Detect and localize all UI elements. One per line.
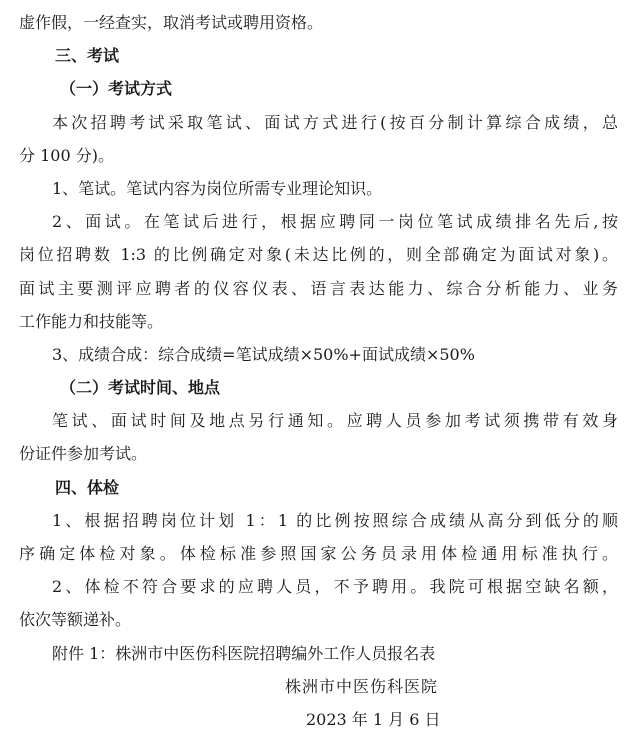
signature-date: 2023 年 1 月 6 日 [306,709,441,729]
section-heading-exam: 三、考试 [55,46,120,66]
paragraph-line: 岗位招聘数 1:3 的比例确定对象(未达比例的，则全部确定为面试对象)。 [19,245,618,265]
subheading-exam-time-place: （二）考试时间、地点 [60,378,221,398]
signature-organization: 株洲市中医伤科医院 [285,676,439,696]
paragraph-line: 序确定体检对象。体检标准参照国家公务员录用体检通用标准执行。 [19,544,618,563]
section-heading-physical-exam: 四、体检 [55,477,120,497]
paragraph-line: 3、成绩合成：综合成绩=笔试成绩×50%+面试成绩×50% [52,344,475,364]
attachment-line: 附件 1：株洲市中医伤科医院招聘编外工作人员报名表 [52,643,436,663]
paragraph-line: 份证件参加考试。 [19,444,148,464]
paragraph-line: 笔试、面试时间及地点另行通知。应聘人员参加考试须携带有效身 [52,411,618,431]
paragraph-line: 1、根据招聘岗位计划 1：1 的比例按照综合成绩从高分到低分的顺 [52,510,618,530]
paragraph-line: 1、笔试。笔试内容为岗位所需专业理论知识。 [52,178,383,198]
paragraph-line: 面试主要测评应聘者的仪容仪表、语言表达能力、综合分析能力、业务 [19,278,618,298]
paragraph-line: 2、体检不符合要求的应聘人员，不予聘用。我院可根据空缺名额， [52,577,618,597]
paragraph-line: 2、面试。在笔试后进行，根据应聘同一岗位笔试成绩排名先后,按 [52,212,618,232]
paragraph-line: 本次招聘考试采取笔试、面试方式进行(按百分制计算综合成绩，总 [52,112,618,132]
subheading-exam-method: （一）考试方式 [60,79,173,99]
paragraph-line: 依次等额递补。 [19,610,132,630]
paragraph-line: 分 100 分)。 [19,145,114,165]
line-1: 虚作假，一经查实，取消考试或聘用资格。 [19,13,324,32]
paragraph-line: 工作能力和技能等。 [19,311,164,331]
